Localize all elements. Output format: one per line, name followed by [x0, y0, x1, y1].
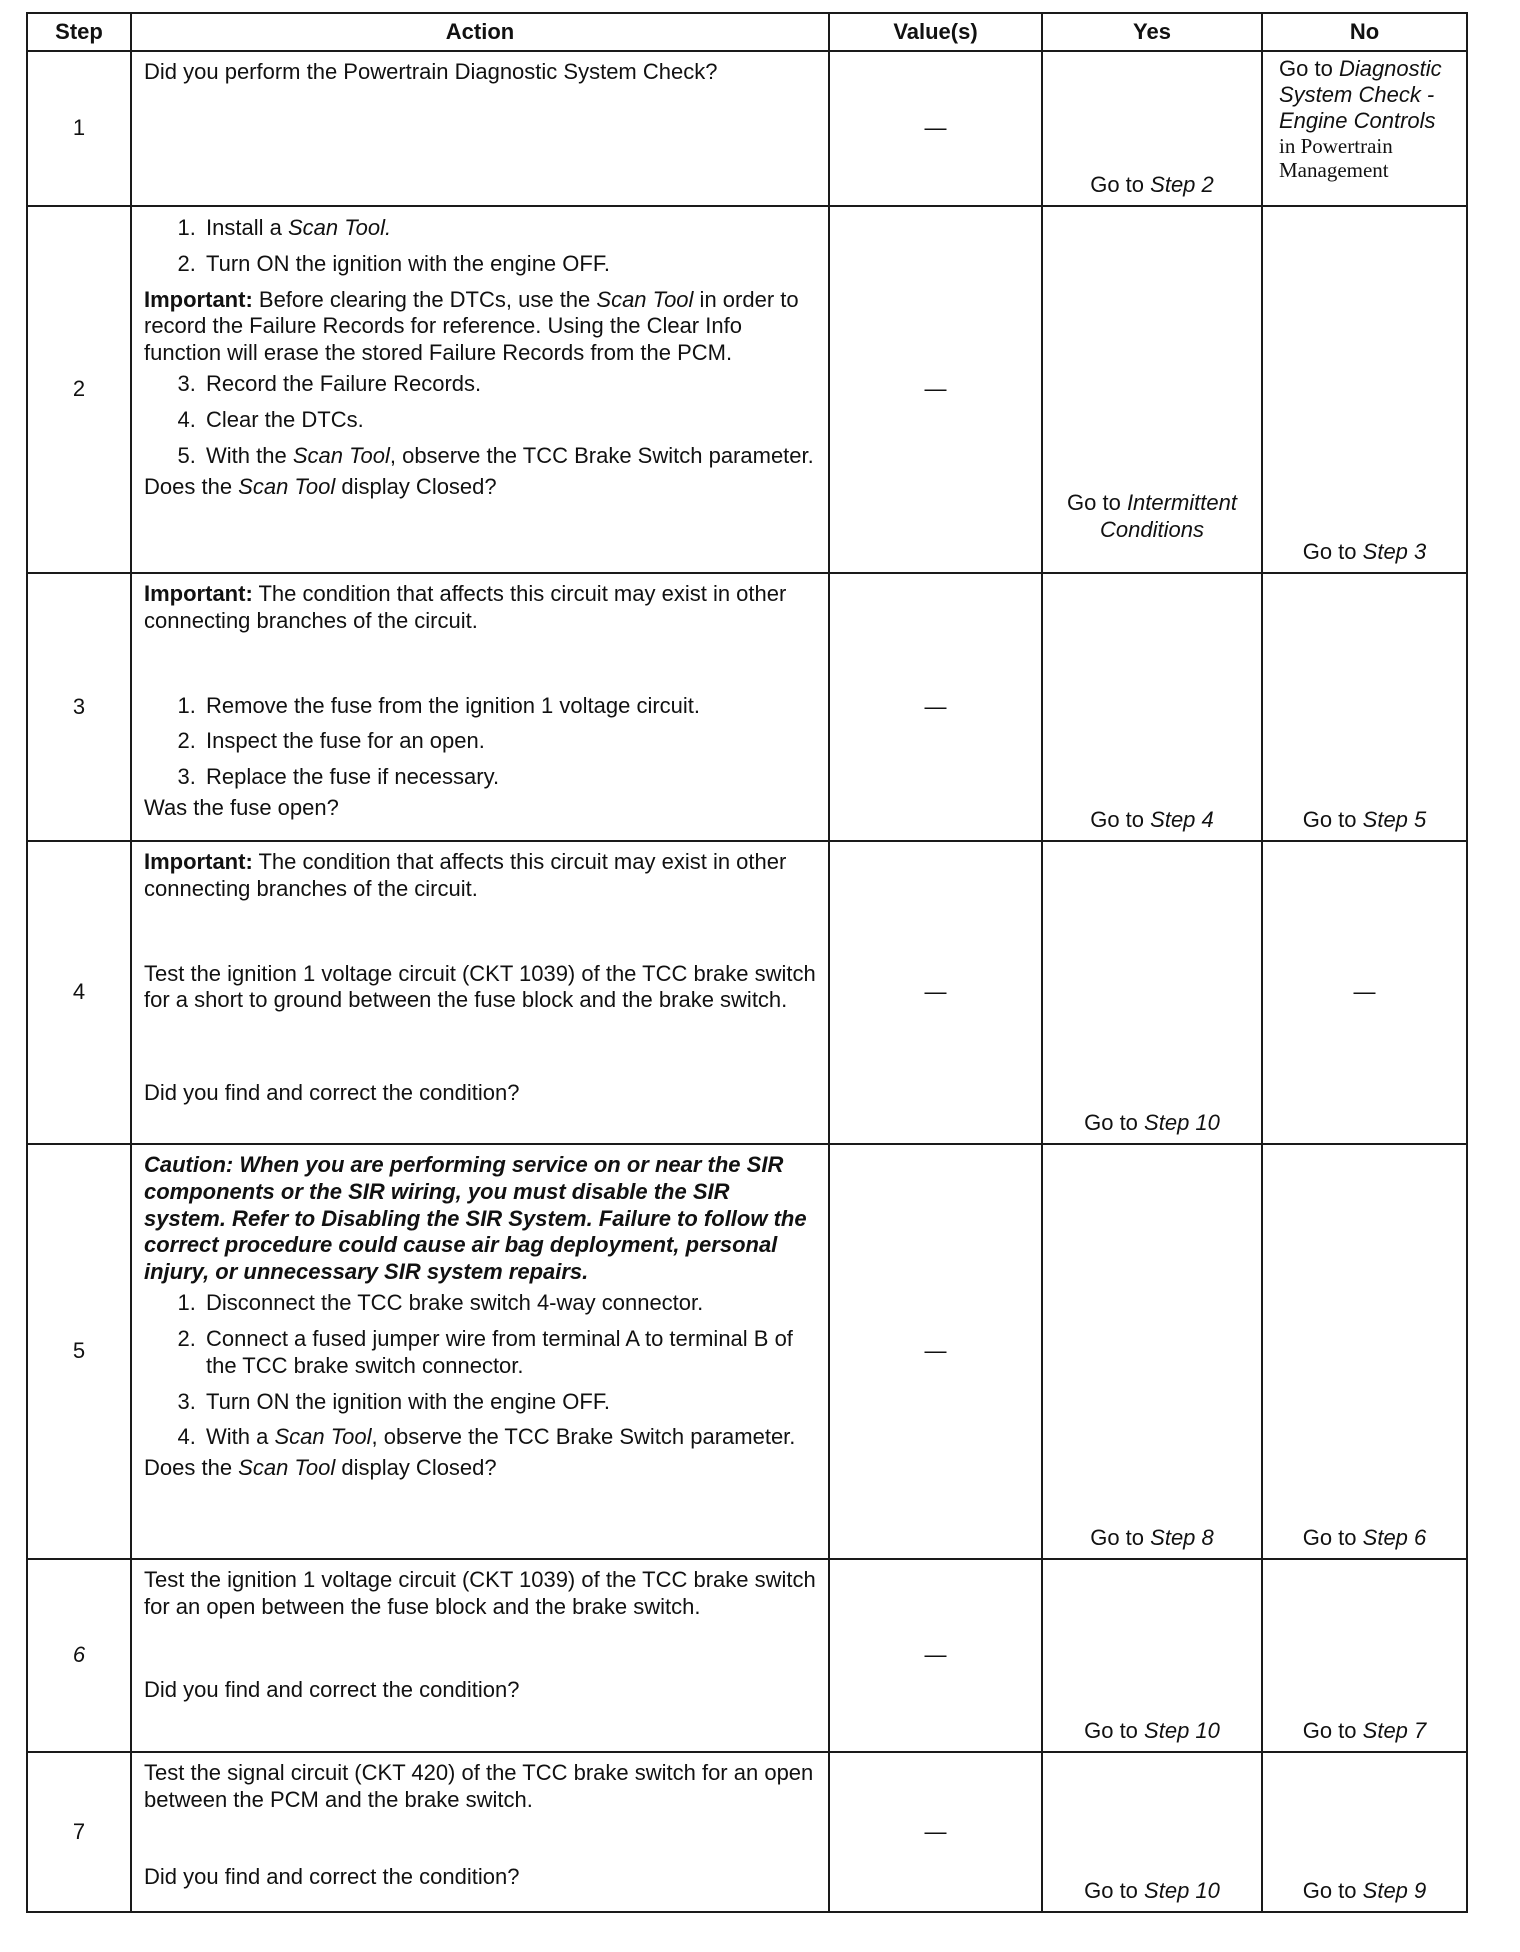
list-item: 4. Clear the DTCs.	[202, 407, 816, 434]
note-text: The condition that affects this circuit may exist in other connecting branches of the circuit.	[144, 581, 787, 633]
important-label: Important:	[144, 849, 253, 874]
no-target: Step 6	[1362, 1525, 1427, 1551]
no-cell	[1262, 206, 1467, 573]
go-to-label: Go to	[1067, 490, 1121, 516]
go-to-label: Go to	[1302, 807, 1357, 833]
no-cell: —	[1262, 841, 1467, 1144]
item-text: , observe the TCC Brake Switch parameter.	[389, 442, 814, 468]
yes-cell	[1042, 841, 1262, 1144]
item-text: Install a	[206, 215, 288, 240]
yes-cell	[1042, 51, 1262, 206]
question-text-italic: Scan Tool	[238, 1455, 336, 1481]
yes-cell	[1042, 1559, 1262, 1752]
list-item: 1. Remove the fuse from the ignition 1 voltage circuit.	[202, 693, 816, 720]
important-note	[144, 849, 816, 903]
go-to-label: Go to	[1302, 1525, 1357, 1551]
note-text: Before clearing the DTCs, use the	[258, 286, 597, 312]
go-to-label: Go to	[1084, 1878, 1138, 1904]
action-question	[144, 1455, 816, 1482]
no-target: Step 7	[1362, 1718, 1427, 1744]
step-number: 5	[27, 1144, 131, 1559]
go-to-label: Go to	[1084, 1718, 1138, 1744]
important-label: Important:	[144, 286, 253, 312]
list-item: 1. Disconnect the TCC brake switch 4-way connector.	[202, 1290, 816, 1317]
action-cell	[131, 1144, 829, 1559]
no-cell	[1262, 573, 1467, 841]
action-question	[144, 474, 816, 501]
no-target: Step 3	[1362, 539, 1427, 565]
item-text: , observe the TCC Brake Switch parameter.	[371, 1424, 796, 1450]
yes-cell	[1042, 1752, 1262, 1912]
caution-note: Caution: When you are performing service on or near the SIR components or the SIR wiring, you must disable the SIR system. Refer to Disabling the SIR System. Failure to follow the correct procedure could cause air bag deployment, personal injury, or unnecessary SIR system repairs.	[144, 1152, 807, 1285]
table-row-step-2	[27, 206, 1467, 573]
list-item	[202, 1424, 816, 1451]
action-cell	[131, 51, 829, 206]
question-text-italic: Scan Tool	[238, 473, 336, 499]
no-cell	[1262, 51, 1467, 206]
list-item: 2. Connect a fused jumper wire from terminal A to terminal B of the TCC brake switch connector.	[202, 1326, 816, 1380]
yes-target: Step 2	[1150, 172, 1214, 198]
yes-cell	[1042, 206, 1262, 573]
list-item	[202, 443, 816, 470]
yes-target: Step 10	[1144, 1878, 1220, 1904]
no-cell	[1262, 1144, 1467, 1559]
no-cell	[1262, 1752, 1467, 1912]
list-item: 3. Replace the fuse if necessary.	[202, 764, 816, 791]
no-target-suffix: in Powertrain Management	[1279, 133, 1393, 182]
action-body: Test the signal circuit (CKT 420) of the TCC brake switch for an open between the PCM and the brake switch.	[144, 1760, 814, 1812]
action-cell	[131, 1752, 829, 1912]
important-label: Important:	[144, 581, 253, 606]
yes-target: Step 4	[1150, 807, 1214, 833]
table-row-step-6	[27, 1559, 1467, 1752]
action-steps	[144, 1290, 816, 1451]
value-cell: —	[829, 1752, 1042, 1912]
question-text: Does the	[144, 1455, 239, 1481]
item-text: With the	[206, 442, 293, 468]
item-text-italic: Scan Tool	[274, 1424, 372, 1450]
question-text: display Closed?	[335, 1455, 497, 1481]
yes-target: Step 10	[1144, 1718, 1220, 1744]
table-row-step-1	[27, 51, 1467, 206]
step-number: 4	[27, 841, 131, 1144]
important-note	[144, 287, 816, 367]
action-question: Was the fuse open?	[144, 795, 339, 821]
no-target: Step 5	[1362, 807, 1427, 833]
list-item: 3. Turn ON the ignition with the engine OFF.	[202, 1389, 816, 1416]
header-values: Value(s)	[829, 13, 1042, 51]
header-row	[27, 13, 1467, 51]
action-cell	[131, 841, 829, 1144]
list-item: 2. Turn ON the ignition with the engine OFF.	[202, 251, 816, 278]
value-cell: —	[829, 1144, 1042, 1559]
action-steps	[144, 693, 816, 791]
note-text: The condition that affects this circuit may exist in other connecting branches of the circuit.	[144, 849, 787, 901]
note-text-italic: Scan Tool	[596, 286, 694, 312]
important-note	[144, 581, 816, 635]
yes-cell	[1042, 573, 1262, 841]
question-text: display Closed?	[335, 473, 497, 499]
action-body: Test the ignition 1 voltage circuit (CKT 1039) of the TCC brake switch for a short to ground between the fuse block and the brake switch.	[144, 960, 816, 1013]
go-to-label: Go to	[1084, 1110, 1138, 1136]
go-to-label: Go to	[1279, 56, 1333, 81]
go-to-label: Go to	[1302, 1718, 1357, 1744]
action-cell	[131, 206, 829, 573]
no-cell	[1262, 1559, 1467, 1752]
action-body: Test the ignition 1 voltage circuit (CKT 1039) of the TCC brake switch for an open between the fuse block and the brake switch.	[144, 1567, 816, 1619]
table-row-step-7	[27, 1752, 1467, 1912]
yes-target: Step 10	[1144, 1110, 1220, 1136]
diagnostic-table	[26, 12, 1468, 1913]
value-cell: —	[829, 1559, 1042, 1752]
item-text-italic: Scan Tool.	[287, 215, 392, 240]
no-target-link: Diagnostic System Check - Engine Controls	[1279, 56, 1442, 133]
list-item: 3. Record the Failure Records.	[202, 371, 816, 398]
action-question: Did you find and correct the condition?	[144, 1080, 520, 1106]
header-action: Action	[131, 13, 829, 51]
list-item: 2. Inspect the fuse for an open.	[202, 728, 816, 755]
table-row-step-4	[27, 841, 1467, 1144]
go-to-label: Go to	[1302, 1878, 1357, 1904]
item-text: With a	[206, 1424, 275, 1450]
yes-target: Step 8	[1150, 1525, 1214, 1551]
step-number: 3	[27, 573, 131, 841]
action-cell	[131, 573, 829, 841]
step-number: 6	[27, 1559, 131, 1752]
go-to-label: Go to	[1302, 539, 1357, 565]
value-cell: —	[829, 51, 1042, 206]
go-to-label: Go to	[1090, 807, 1145, 833]
table-row-step-3	[27, 573, 1467, 841]
yes-cell	[1042, 1144, 1262, 1559]
action-steps	[144, 215, 816, 278]
action-question: Did you find and correct the condition?	[144, 1863, 520, 1889]
action-cell	[131, 1559, 829, 1752]
table-row-step-5	[27, 1144, 1467, 1559]
step-number: 2	[27, 206, 131, 573]
action-question: Did you find and correct the condition?	[144, 1676, 520, 1702]
step-number: 1	[27, 51, 131, 206]
go-to-label: Go to	[1090, 172, 1145, 198]
item-text-italic: Scan Tool	[292, 442, 390, 468]
header-step: Step	[27, 13, 131, 51]
note-text: in order to record the Failure Records for reference. Using the Clear Info function will erase the stored Failure Records from the PCM.	[144, 286, 799, 366]
action-steps	[144, 371, 816, 469]
question-text: Does the	[144, 473, 239, 499]
header-yes: Yes	[1042, 13, 1262, 51]
value-cell: —	[829, 573, 1042, 841]
header-no: No	[1262, 13, 1467, 51]
value-cell: —	[829, 206, 1042, 573]
list-item	[202, 215, 816, 242]
action-question: Did you perform the Powertrain Diagnostic System Check?	[144, 59, 718, 84]
value-cell: —	[829, 841, 1042, 1144]
yes-target: Intermittent Conditions	[1100, 490, 1237, 543]
no-target: Step 9	[1362, 1878, 1427, 1904]
step-number: 7	[27, 1752, 131, 1912]
go-to-label: Go to	[1090, 1525, 1145, 1551]
